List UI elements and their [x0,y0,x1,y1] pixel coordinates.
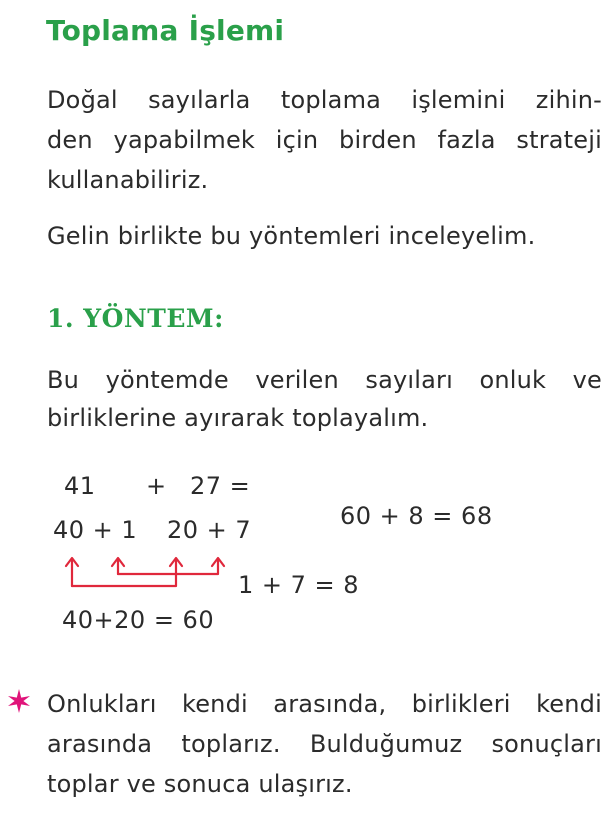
example-tens-sum: 40+20 = 60 [62,606,215,634]
intro-line-3: kullanabiliriz. [47,166,209,194]
method-desc-line-1: Bu yöntemde verilen sayıları onluk ve [47,366,602,394]
note-line-3: toplar ve sonuca ulaşırız. [47,770,353,798]
intro-line-1: Doğal sayılarla toplama işlemini zihin- [47,86,602,114]
example-plus: + [146,472,167,500]
example-ones-sum: 1 + 7 = 8 [238,571,360,599]
star-icon [6,688,32,714]
example-number-1: 41 [64,472,96,500]
page-title: Toplama İşlemi [46,14,285,47]
method-heading: 1. YÖNTEM: [47,304,224,333]
example-split-2: 20 + 7 [167,516,252,544]
method-desc-line-2: birliklerine ayırarak toplayalım. [47,404,429,432]
note-line-2: arasında toplarız. Bulduğumuz sonuçları [47,730,602,758]
note-line-1: Onlukları kendi arasında, birlikleri kendi [47,690,602,718]
example-number-2: 27 = [190,472,251,500]
intro-line-2: den yapabilmek için birden fazla strateji [47,126,602,154]
grouping-arrows-icon [60,548,240,596]
example-split-1: 40 + 1 [53,516,138,544]
intro-line-4: Gelin birlikte bu yöntemleri inceleyelim. [47,222,536,250]
example-result: 60 + 8 = 68 [340,502,493,530]
